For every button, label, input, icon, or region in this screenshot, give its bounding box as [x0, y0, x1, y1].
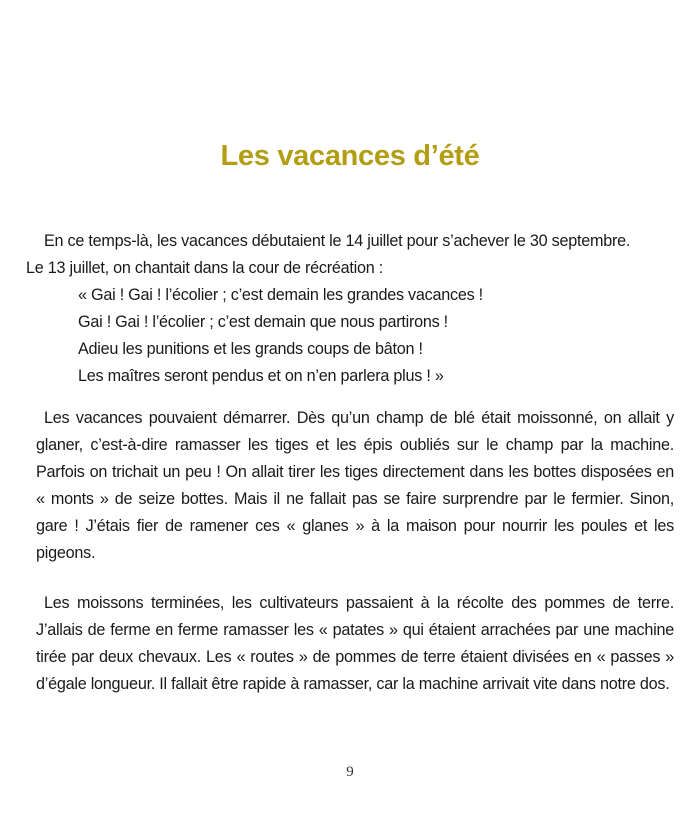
paragraph-gleaning	[36, 405, 674, 567]
paragraph-text: Les moissons terminées, les cultivateurs passaient à la récolte des pommes de terre. J’allais de ferme en ferme ramasser les « patates » qui étaient arrachées par une machine tirée par deux chevaux. Les « routes » de pommes de terre étaient divisées en « passes » d’égale longueur. Il fallait être rapide à ramasser, car la machine arrivait vite dans notre dos.	[36, 594, 674, 693]
intro-line-2: Le 13 juillet, on chantait dans la cour de récréation :	[26, 259, 383, 277]
paragraph-potato-harvest	[36, 590, 674, 698]
song-line: Les maîtres seront pendus et on n’en parlera plus ! »	[78, 367, 444, 385]
song-verse	[78, 282, 483, 390]
page-number: 9	[346, 764, 354, 780]
intro-block	[26, 228, 674, 282]
page-title: Les vacances d’été	[220, 140, 480, 172]
paragraph-text: Les vacances pouvaient démarrer. Dès qu’un champ de blé était moissonné, on allait y glaner, c’est-à-dire ramasser les tiges et les épis oubliés sur le champ par la machine. Parfois on trichait un peu ! On allait tirer les tiges directement dans les bottes disposées en « monts » de seize bottes. Mais il ne fallait pas se faire surprendre par le fermier. Sinon, gare ! J’étais fier de ramener ces « glanes » à la maison pour nourrir les poules et les pigeons.	[36, 409, 674, 562]
song-line: Adieu les punitions et les grands coups de bâton !	[78, 340, 423, 358]
song-line: « Gai ! Gai ! l’écolier ; c’est demain les grandes vacances !	[78, 286, 483, 304]
song-line: Gai ! Gai ! l’écolier ; c’est demain que nous partirons !	[78, 313, 448, 331]
intro-line-1: En ce temps-là, les vacances débutaient le 14 juillet pour s’achever le 30 septembre.	[44, 232, 631, 250]
